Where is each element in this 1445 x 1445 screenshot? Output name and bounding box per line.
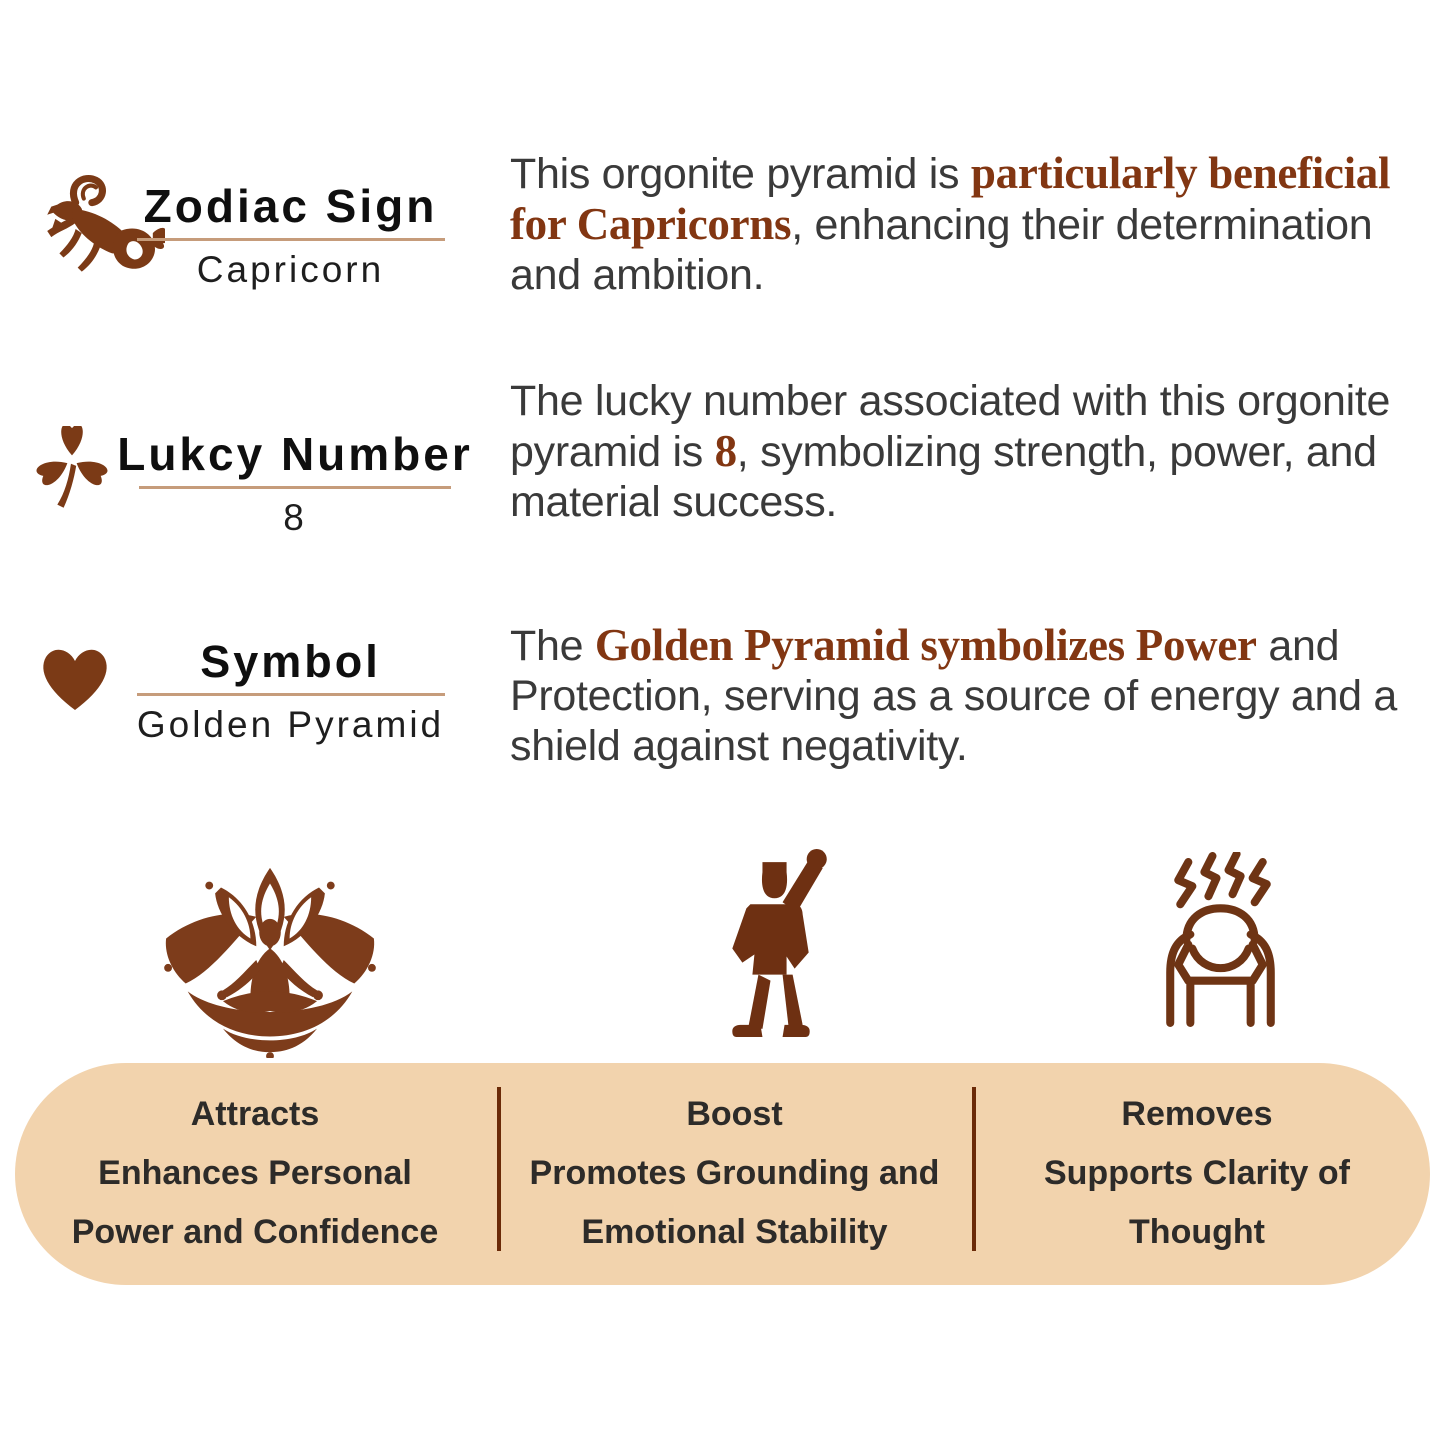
feature-value: 8	[283, 496, 307, 538]
feature-value: Golden Pyramid	[136, 703, 445, 745]
paragraph-text: , enhancing their determination and ambition.	[510, 201, 1373, 299]
benefit-column-boost	[497, 1085, 972, 1262]
benefit-column-removes	[972, 1085, 1422, 1262]
benefit-column-attracts	[35, 1085, 475, 1262]
feature-symbol	[0, 638, 500, 768]
feature-underline	[137, 238, 445, 241]
benefit-line: Power and Confidence	[71, 1213, 439, 1251]
paragraph-text: The lucky number associated with this orgonite pyramid is	[510, 377, 1391, 476]
feature-zodiac-sign	[0, 170, 500, 310]
superhero-icon	[688, 842, 854, 1053]
paragraph-zodiac	[510, 148, 1445, 300]
paragraph-text: This orgonite pyramid is	[510, 150, 971, 198]
feature-underline	[139, 486, 451, 489]
feature-title: Symbol	[200, 636, 381, 687]
feature-underline	[137, 693, 445, 696]
feature-lucky-number	[0, 424, 500, 554]
feature-title: Zodiac Sign	[143, 180, 438, 232]
paragraph-highlight: particularly beneficial for Capricorns	[510, 148, 1391, 249]
lotus-meditation-icon	[152, 862, 388, 1063]
paragraph-text: , symbolizing strength, power, and material success.	[510, 428, 1377, 526]
paragraph-lucky-number	[510, 376, 1445, 527]
benefits-panel	[15, 1063, 1430, 1285]
benefit-line: Attracts	[190, 1095, 320, 1133]
paragraph-highlight: Golden Pyramid symbolizes Power	[594, 620, 1257, 670]
benefit-line: Thought	[1129, 1213, 1265, 1251]
paragraph-symbol	[510, 620, 1445, 771]
benefit-line: Emotional Stability	[581, 1213, 888, 1251]
feature-title: Lukcy Number	[117, 428, 473, 480]
benefit-line: Promotes Grounding and	[529, 1154, 940, 1192]
paragraph-highlight: 8	[714, 426, 737, 476]
benefit-line: Supports Clarity of	[1043, 1154, 1351, 1192]
benefit-line: Enhances Personal	[98, 1154, 412, 1192]
paragraph-text: The	[510, 622, 595, 670]
heart-icon	[36, 644, 114, 719]
benefit-line: Boost	[686, 1095, 783, 1133]
stress-relief-icon	[1128, 852, 1314, 1043]
benefit-line: Removes	[1121, 1095, 1273, 1133]
paragraph-text: and Protection, serving as a source of energy and a shield against negativity.	[510, 622, 1398, 770]
feature-value: Capricorn	[196, 248, 385, 290]
